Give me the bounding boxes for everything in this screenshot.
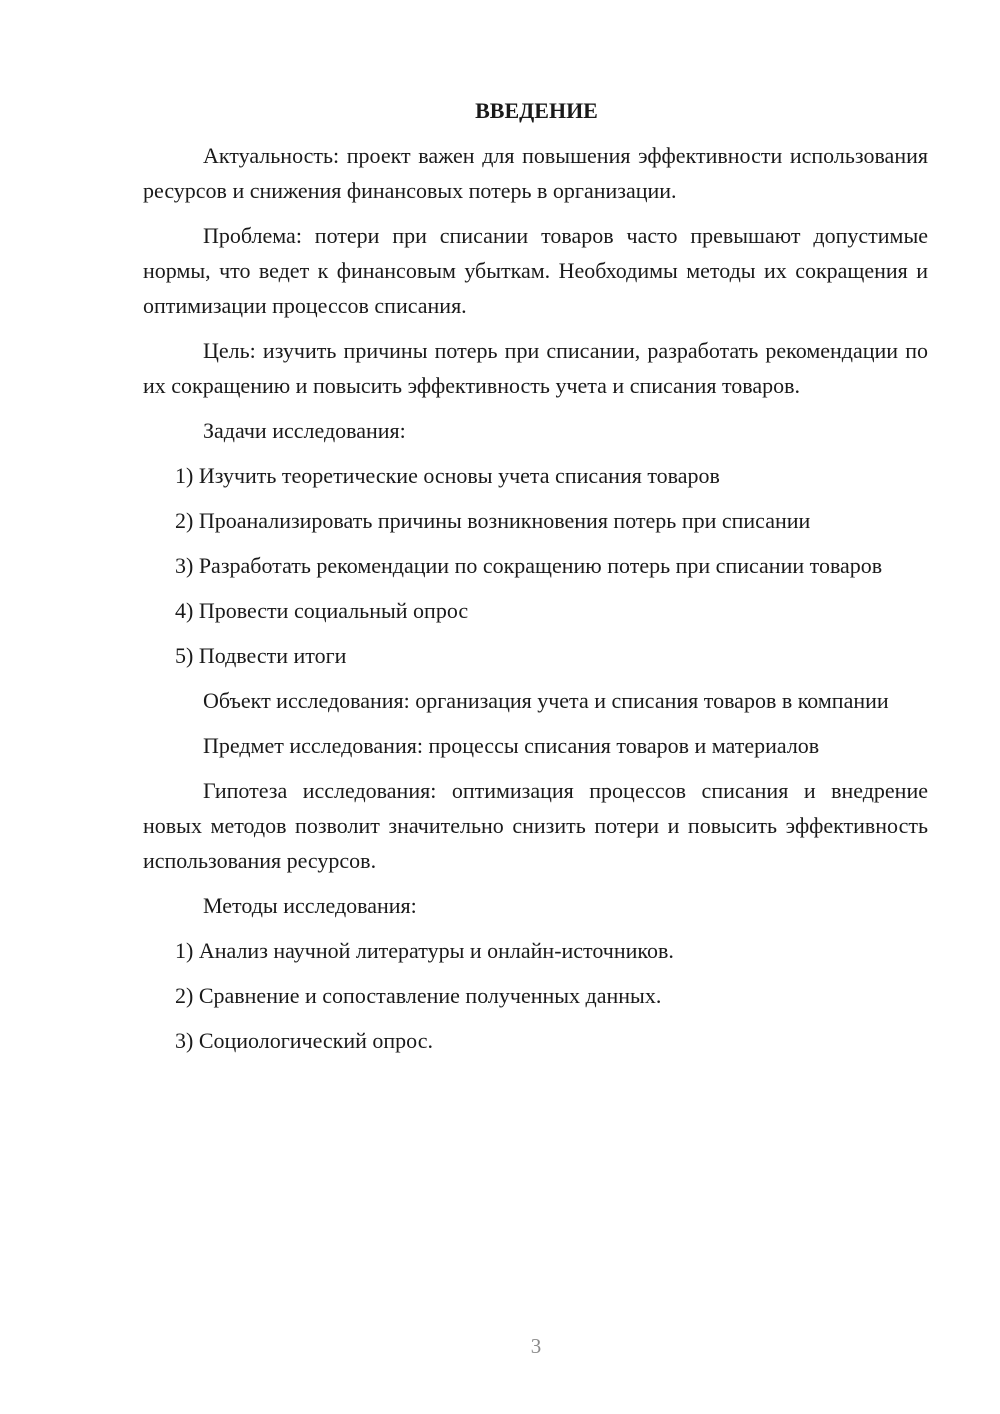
document-page xyxy=(143,93,928,1058)
task-item: 3) Разработать рекомендации по сокращению потерь при списании товаров xyxy=(175,553,883,578)
tasks-heading: Задачи исследования: xyxy=(203,418,406,443)
goal-paragraph: Цель: изучить причины потерь при списании, разработать рекомендации по их сокращению и повысить эффективность учета и списания товаров. xyxy=(143,338,928,398)
method-item: 1) Анализ научной литературы и онлайн-источников. xyxy=(175,938,674,963)
hypothesis-paragraph: Гипотеза исследования: оптимизация процессов списания и внедрение новых методов позволит значительно снизить потери и повысить эффективность использования ресурсов. xyxy=(143,778,928,873)
document-title: ВВЕДЕНИЕ xyxy=(475,98,598,123)
subject-paragraph: Предмет исследования: процессы списания товаров и материалов xyxy=(203,733,820,758)
tasks-list xyxy=(143,458,928,673)
page-number: 3 xyxy=(530,1334,542,1358)
problem-paragraph: Проблема: потери при списании товаров часто превышают допустимые нормы, что ведет к финансовым убыткам. Необходимы методы их сокращения и оптимизации процессов списания. xyxy=(143,223,928,318)
relevance-paragraph: Актуальность: проект важен для повышения эффективности использования ресурсов и снижения финансовых потерь в организации. xyxy=(143,143,928,203)
task-item: 5) Подвести итоги xyxy=(175,643,347,668)
task-item: 1) Изучить теоретические основы учета списания товаров xyxy=(175,463,720,488)
task-item: 4) Провести социальный опрос xyxy=(175,598,469,623)
object-paragraph: Объект исследования: организация учета и списания товаров в компании xyxy=(203,688,889,713)
task-item: 2) Проанализировать причины возникновения потерь при списании xyxy=(175,508,811,533)
method-item: 2) Сравнение и сопоставление полученных данных. xyxy=(175,983,662,1008)
method-item: 3) Социологический опрос. xyxy=(175,1028,433,1053)
methods-list xyxy=(143,933,928,1058)
methods-heading: Методы исследования: xyxy=(203,893,417,918)
